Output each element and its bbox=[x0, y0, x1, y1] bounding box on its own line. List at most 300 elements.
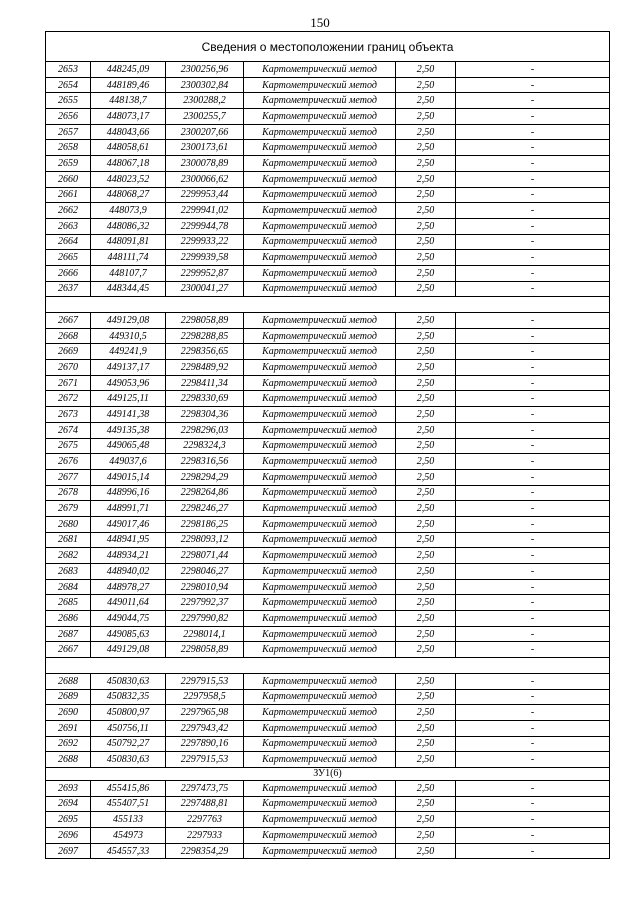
table-row bbox=[46, 611, 610, 627]
accuracy-cell: 2,50 bbox=[396, 454, 456, 470]
description-cell: - bbox=[456, 281, 610, 297]
accuracy-cell: 2,50 bbox=[396, 438, 456, 454]
accuracy-cell: 2,50 bbox=[396, 736, 456, 752]
table-row bbox=[46, 265, 610, 281]
y-coordinate-cell: 2300288,2 bbox=[166, 93, 244, 109]
point-number-cell: 2661 bbox=[46, 187, 91, 203]
determination-method-cell: Картометрический метод bbox=[244, 360, 396, 376]
determination-method-cell: Картометрический метод bbox=[244, 532, 396, 548]
point-number-cell: 2694 bbox=[46, 796, 91, 812]
description-cell: - bbox=[456, 438, 610, 454]
description-cell: - bbox=[456, 344, 610, 360]
accuracy-cell: 2,50 bbox=[396, 344, 456, 360]
point-number-cell: 2655 bbox=[46, 93, 91, 109]
table-row bbox=[46, 234, 610, 250]
accuracy-cell: 2,50 bbox=[396, 532, 456, 548]
description-cell: - bbox=[456, 548, 610, 564]
accuracy-cell: 2,50 bbox=[396, 391, 456, 407]
x-coordinate-cell: 450830,63 bbox=[91, 752, 166, 768]
accuracy-cell: 2,50 bbox=[396, 93, 456, 109]
determination-method-cell: Картометрический метод bbox=[244, 281, 396, 297]
point-number-cell: 2697 bbox=[46, 843, 91, 859]
y-coordinate-cell: 2300066,62 bbox=[166, 171, 244, 187]
point-number-cell: 2691 bbox=[46, 720, 91, 736]
determination-method-cell: Картометрический метод bbox=[244, 689, 396, 705]
boundary-points-table bbox=[45, 31, 610, 859]
x-coordinate-cell: 448934,21 bbox=[91, 548, 166, 564]
description-cell: - bbox=[456, 501, 610, 517]
x-coordinate-cell: 448940,02 bbox=[91, 564, 166, 580]
point-number-cell: 2688 bbox=[46, 673, 91, 689]
accuracy-cell: 2,50 bbox=[396, 187, 456, 203]
description-cell: - bbox=[456, 124, 610, 140]
x-coordinate-cell: 455407,51 bbox=[91, 796, 166, 812]
x-coordinate-cell: 448068,27 bbox=[91, 187, 166, 203]
accuracy-cell: 2,50 bbox=[396, 564, 456, 580]
accuracy-cell: 2,50 bbox=[396, 62, 456, 78]
determination-method-cell: Картометрический метод bbox=[244, 705, 396, 721]
point-number-cell: 2689 bbox=[46, 689, 91, 705]
accuracy-cell: 2,50 bbox=[396, 124, 456, 140]
y-coordinate-cell: 2298294,29 bbox=[166, 469, 244, 485]
table-row bbox=[46, 62, 610, 78]
x-coordinate-cell: 448058,61 bbox=[91, 140, 166, 156]
point-number-cell: 2671 bbox=[46, 375, 91, 391]
accuracy-cell: 2,50 bbox=[396, 595, 456, 611]
accuracy-cell: 2,50 bbox=[396, 579, 456, 595]
table-row bbox=[46, 812, 610, 828]
table-row bbox=[46, 485, 610, 501]
table-row bbox=[46, 93, 610, 109]
accuracy-cell: 2,50 bbox=[396, 843, 456, 859]
table-row bbox=[46, 689, 610, 705]
point-number-cell: 2683 bbox=[46, 564, 91, 580]
accuracy-cell: 2,50 bbox=[396, 218, 456, 234]
table-row bbox=[46, 187, 610, 203]
description-cell: - bbox=[456, 611, 610, 627]
y-coordinate-cell: 2300207,66 bbox=[166, 124, 244, 140]
y-coordinate-cell: 2300078,89 bbox=[166, 156, 244, 172]
description-cell: - bbox=[456, 234, 610, 250]
point-number-cell: 2670 bbox=[46, 360, 91, 376]
point-number-cell: 2656 bbox=[46, 109, 91, 125]
accuracy-cell: 2,50 bbox=[396, 140, 456, 156]
y-coordinate-cell: 2298058,89 bbox=[166, 642, 244, 658]
y-coordinate-cell: 2299952,87 bbox=[166, 265, 244, 281]
description-cell: - bbox=[456, 752, 610, 768]
y-coordinate-cell: 2297488,81 bbox=[166, 796, 244, 812]
separator-row bbox=[46, 658, 610, 674]
separator-row bbox=[46, 297, 610, 313]
table-row bbox=[46, 642, 610, 658]
accuracy-cell: 2,50 bbox=[396, 642, 456, 658]
table-row bbox=[46, 124, 610, 140]
y-coordinate-cell: 2298304,36 bbox=[166, 407, 244, 423]
table-row bbox=[46, 548, 610, 564]
accuracy-cell: 2,50 bbox=[396, 516, 456, 532]
y-coordinate-cell: 2298296,03 bbox=[166, 422, 244, 438]
y-coordinate-cell: 2298324,3 bbox=[166, 438, 244, 454]
table-row bbox=[46, 736, 610, 752]
determination-method-cell: Картометрический метод bbox=[244, 501, 396, 517]
determination-method-cell: Картометрический метод bbox=[244, 140, 396, 156]
description-cell: - bbox=[456, 595, 610, 611]
x-coordinate-cell: 449011,64 bbox=[91, 595, 166, 611]
x-coordinate-cell: 448091,81 bbox=[91, 234, 166, 250]
y-coordinate-cell: 2297915,53 bbox=[166, 752, 244, 768]
table-row bbox=[46, 720, 610, 736]
determination-method-cell: Картометрический метод bbox=[244, 548, 396, 564]
table-row bbox=[46, 313, 610, 329]
description-cell: - bbox=[456, 516, 610, 532]
accuracy-cell: 2,50 bbox=[396, 501, 456, 517]
determination-method-cell: Картометрический метод bbox=[244, 796, 396, 812]
point-number-cell: 2657 bbox=[46, 124, 91, 140]
table-row bbox=[46, 281, 610, 297]
table-row bbox=[46, 752, 610, 768]
description-cell: - bbox=[456, 360, 610, 376]
point-number-cell: 2692 bbox=[46, 736, 91, 752]
determination-method-cell: Картометрический метод bbox=[244, 422, 396, 438]
point-number-cell: 2653 bbox=[46, 62, 91, 78]
y-coordinate-cell: 2297763 bbox=[166, 812, 244, 828]
table-row bbox=[46, 77, 610, 93]
y-coordinate-cell: 2298288,85 bbox=[166, 328, 244, 344]
x-coordinate-cell: 448996,16 bbox=[91, 485, 166, 501]
point-number-cell: 2667 bbox=[46, 642, 91, 658]
accuracy-cell: 2,50 bbox=[396, 407, 456, 423]
determination-method-cell: Картометрический метод bbox=[244, 780, 396, 796]
x-coordinate-cell: 448073,17 bbox=[91, 109, 166, 125]
determination-method-cell: Картометрический метод bbox=[244, 344, 396, 360]
x-coordinate-cell: 448073,9 bbox=[91, 203, 166, 219]
x-coordinate-cell: 449137,17 bbox=[91, 360, 166, 376]
determination-method-cell: Картометрический метод bbox=[244, 564, 396, 580]
y-coordinate-cell: 2300255,7 bbox=[166, 109, 244, 125]
x-coordinate-cell: 449125,11 bbox=[91, 391, 166, 407]
x-coordinate-cell: 450800,97 bbox=[91, 705, 166, 721]
description-cell: - bbox=[456, 673, 610, 689]
determination-method-cell: Картометрический метод bbox=[244, 328, 396, 344]
accuracy-cell: 2,50 bbox=[396, 611, 456, 627]
x-coordinate-cell: 448991,71 bbox=[91, 501, 166, 517]
y-coordinate-cell: 2297933 bbox=[166, 828, 244, 844]
y-coordinate-cell: 2298356,65 bbox=[166, 344, 244, 360]
description-cell: - bbox=[456, 780, 610, 796]
y-coordinate-cell: 2297958,5 bbox=[166, 689, 244, 705]
point-number-cell: 2654 bbox=[46, 77, 91, 93]
y-coordinate-cell: 2299953,44 bbox=[166, 187, 244, 203]
description-cell: - bbox=[456, 705, 610, 721]
x-coordinate-cell: 448067,18 bbox=[91, 156, 166, 172]
y-coordinate-cell: 2300302,84 bbox=[166, 77, 244, 93]
table-row bbox=[46, 156, 610, 172]
determination-method-cell: Картометрический метод bbox=[244, 516, 396, 532]
point-number-cell: 2663 bbox=[46, 218, 91, 234]
y-coordinate-cell: 2298489,92 bbox=[166, 360, 244, 376]
description-cell: - bbox=[456, 203, 610, 219]
point-number-cell: 2678 bbox=[46, 485, 91, 501]
point-number-cell: 2687 bbox=[46, 626, 91, 642]
y-coordinate-cell: 2299944,78 bbox=[166, 218, 244, 234]
determination-method-cell: Картометрический метод bbox=[244, 626, 396, 642]
x-coordinate-cell: 449037,6 bbox=[91, 454, 166, 470]
table-row bbox=[46, 109, 610, 125]
y-coordinate-cell: 2300041,27 bbox=[166, 281, 244, 297]
table-row bbox=[46, 469, 610, 485]
determination-method-cell: Картометрический метод bbox=[244, 485, 396, 501]
accuracy-cell: 2,50 bbox=[396, 328, 456, 344]
determination-method-cell: Картометрический метод bbox=[244, 187, 396, 203]
table-row bbox=[46, 250, 610, 266]
y-coordinate-cell: 2299941,02 bbox=[166, 203, 244, 219]
determination-method-cell: Картометрический метод bbox=[244, 407, 396, 423]
accuracy-cell: 2,50 bbox=[396, 705, 456, 721]
point-number-cell: 2664 bbox=[46, 234, 91, 250]
description-cell: - bbox=[456, 812, 610, 828]
y-coordinate-cell: 2300173,61 bbox=[166, 140, 244, 156]
point-number-cell: 2688 bbox=[46, 752, 91, 768]
description-cell: - bbox=[456, 454, 610, 470]
accuracy-cell: 2,50 bbox=[396, 77, 456, 93]
accuracy-cell: 2,50 bbox=[396, 548, 456, 564]
table-row bbox=[46, 375, 610, 391]
table-title-row bbox=[46, 32, 610, 62]
determination-method-cell: Картометрический метод bbox=[244, 611, 396, 627]
point-number-cell: 2685 bbox=[46, 595, 91, 611]
point-number-cell: 2668 bbox=[46, 328, 91, 344]
point-number-cell: 2669 bbox=[46, 344, 91, 360]
y-coordinate-cell: 2297915,53 bbox=[166, 673, 244, 689]
x-coordinate-cell: 448138,7 bbox=[91, 93, 166, 109]
point-number-cell: 2679 bbox=[46, 501, 91, 517]
y-coordinate-cell: 2298354,29 bbox=[166, 843, 244, 859]
determination-method-cell: Картометрический метод bbox=[244, 109, 396, 125]
table-row bbox=[46, 843, 610, 859]
y-coordinate-cell: 2299933,22 bbox=[166, 234, 244, 250]
table-row bbox=[46, 626, 610, 642]
description-cell: - bbox=[456, 187, 610, 203]
description-cell: - bbox=[456, 140, 610, 156]
point-number-cell: 2666 bbox=[46, 265, 91, 281]
y-coordinate-cell: 2298264,86 bbox=[166, 485, 244, 501]
determination-method-cell: Картометрический метод bbox=[244, 265, 396, 281]
point-number-cell: 2693 bbox=[46, 780, 91, 796]
y-coordinate-cell: 2298071,44 bbox=[166, 548, 244, 564]
determination-method-cell: Картометрический метод bbox=[244, 642, 396, 658]
table-row bbox=[46, 828, 610, 844]
table-row bbox=[46, 438, 610, 454]
x-coordinate-cell: 448043,66 bbox=[91, 124, 166, 140]
determination-method-cell: Картометрический метод bbox=[244, 250, 396, 266]
description-cell: - bbox=[456, 469, 610, 485]
description-cell: - bbox=[456, 328, 610, 344]
accuracy-cell: 2,50 bbox=[396, 720, 456, 736]
accuracy-cell: 2,50 bbox=[396, 156, 456, 172]
table-row bbox=[46, 780, 610, 796]
determination-method-cell: Картометрический метод bbox=[244, 469, 396, 485]
accuracy-cell: 2,50 bbox=[396, 626, 456, 642]
determination-method-cell: Картометрический метод bbox=[244, 375, 396, 391]
accuracy-cell: 2,50 bbox=[396, 234, 456, 250]
description-cell: - bbox=[456, 407, 610, 423]
x-coordinate-cell: 449310,5 bbox=[91, 328, 166, 344]
x-coordinate-cell: 448111,74 bbox=[91, 250, 166, 266]
description-cell: - bbox=[456, 564, 610, 580]
description-cell: - bbox=[456, 265, 610, 281]
point-number-cell: 2659 bbox=[46, 156, 91, 172]
determination-method-cell: Картометрический метод bbox=[244, 843, 396, 859]
x-coordinate-cell: 449141,38 bbox=[91, 407, 166, 423]
description-cell: - bbox=[456, 375, 610, 391]
x-coordinate-cell: 448086,32 bbox=[91, 218, 166, 234]
x-coordinate-cell: 455415,86 bbox=[91, 780, 166, 796]
table-row bbox=[46, 454, 610, 470]
y-coordinate-cell: 2297992,37 bbox=[166, 595, 244, 611]
table-title: Сведения о местоположении границ объекта bbox=[46, 32, 610, 62]
description-cell: - bbox=[456, 62, 610, 78]
accuracy-cell: 2,50 bbox=[396, 313, 456, 329]
point-number-cell: 2674 bbox=[46, 422, 91, 438]
determination-method-cell: Картометрический метод bbox=[244, 62, 396, 78]
accuracy-cell: 2,50 bbox=[396, 265, 456, 281]
description-cell: - bbox=[456, 532, 610, 548]
table-row bbox=[46, 532, 610, 548]
separator-cell bbox=[46, 297, 610, 313]
determination-method-cell: Картометрический метод bbox=[244, 124, 396, 140]
point-number-cell: 2675 bbox=[46, 438, 91, 454]
y-coordinate-cell: 2298093,12 bbox=[166, 532, 244, 548]
determination-method-cell: Картометрический метод bbox=[244, 736, 396, 752]
table-row bbox=[46, 796, 610, 812]
point-number-cell: 2658 bbox=[46, 140, 91, 156]
accuracy-cell: 2,50 bbox=[396, 203, 456, 219]
x-coordinate-cell: 449135,38 bbox=[91, 422, 166, 438]
accuracy-cell: 2,50 bbox=[396, 375, 456, 391]
point-number-cell: 2681 bbox=[46, 532, 91, 548]
determination-method-cell: Картометрический метод bbox=[244, 828, 396, 844]
point-number-cell: 2673 bbox=[46, 407, 91, 423]
accuracy-cell: 2,50 bbox=[396, 171, 456, 187]
description-cell: - bbox=[456, 736, 610, 752]
x-coordinate-cell: 448245,09 bbox=[91, 62, 166, 78]
point-number-cell: 2682 bbox=[46, 548, 91, 564]
x-coordinate-cell: 455133 bbox=[91, 812, 166, 828]
point-number-cell: 2680 bbox=[46, 516, 91, 532]
determination-method-cell: Картометрический метод bbox=[244, 812, 396, 828]
determination-method-cell: Картометрический метод bbox=[244, 203, 396, 219]
determination-method-cell: Картометрический метод bbox=[244, 234, 396, 250]
table-row bbox=[46, 218, 610, 234]
description-cell: - bbox=[456, 843, 610, 859]
table-row bbox=[46, 391, 610, 407]
x-coordinate-cell: 449044,75 bbox=[91, 611, 166, 627]
point-number-cell: 2662 bbox=[46, 203, 91, 219]
accuracy-cell: 2,50 bbox=[396, 780, 456, 796]
description-cell: - bbox=[456, 485, 610, 501]
description-cell: - bbox=[456, 391, 610, 407]
accuracy-cell: 2,50 bbox=[396, 422, 456, 438]
accuracy-cell: 2,50 bbox=[396, 360, 456, 376]
y-coordinate-cell: 2298246,27 bbox=[166, 501, 244, 517]
x-coordinate-cell: 448107,7 bbox=[91, 265, 166, 281]
x-coordinate-cell: 454557,33 bbox=[91, 843, 166, 859]
table-row bbox=[46, 501, 610, 517]
x-coordinate-cell: 449015,14 bbox=[91, 469, 166, 485]
description-cell: - bbox=[456, 422, 610, 438]
determination-method-cell: Картометрический метод bbox=[244, 93, 396, 109]
description-cell: - bbox=[456, 250, 610, 266]
determination-method-cell: Картометрический метод bbox=[244, 438, 396, 454]
page-number: 150 bbox=[310, 15, 330, 30]
determination-method-cell: Картометрический метод bbox=[244, 752, 396, 768]
x-coordinate-cell: 449053,96 bbox=[91, 375, 166, 391]
accuracy-cell: 2,50 bbox=[396, 250, 456, 266]
accuracy-cell: 2,50 bbox=[396, 689, 456, 705]
x-coordinate-cell: 449065,48 bbox=[91, 438, 166, 454]
point-number-cell: 2667 bbox=[46, 313, 91, 329]
table-row bbox=[46, 422, 610, 438]
x-coordinate-cell: 450756,11 bbox=[91, 720, 166, 736]
y-coordinate-cell: 2298186,25 bbox=[166, 516, 244, 532]
accuracy-cell: 2,50 bbox=[396, 828, 456, 844]
accuracy-cell: 2,50 bbox=[396, 796, 456, 812]
description-cell: - bbox=[456, 828, 610, 844]
y-coordinate-cell: 2297965,98 bbox=[166, 705, 244, 721]
y-coordinate-cell: 2298330,69 bbox=[166, 391, 244, 407]
separator-cell bbox=[46, 658, 610, 674]
determination-method-cell: Картометрический метод bbox=[244, 391, 396, 407]
table-row bbox=[46, 171, 610, 187]
y-coordinate-cell: 2298058,89 bbox=[166, 313, 244, 329]
table-row bbox=[46, 705, 610, 721]
x-coordinate-cell: 454973 bbox=[91, 828, 166, 844]
table-row bbox=[46, 673, 610, 689]
x-coordinate-cell: 450792,27 bbox=[91, 736, 166, 752]
x-coordinate-cell: 448023,52 bbox=[91, 171, 166, 187]
table-row bbox=[46, 516, 610, 532]
x-coordinate-cell: 448189,46 bbox=[91, 77, 166, 93]
table-row bbox=[46, 595, 610, 611]
point-number-cell: 2660 bbox=[46, 171, 91, 187]
point-number-cell: 2676 bbox=[46, 454, 91, 470]
description-cell: - bbox=[456, 156, 610, 172]
description-cell: - bbox=[456, 642, 610, 658]
y-coordinate-cell: 2300256,96 bbox=[166, 62, 244, 78]
determination-method-cell: Картометрический метод bbox=[244, 720, 396, 736]
y-coordinate-cell: 2298046,27 bbox=[166, 564, 244, 580]
determination-method-cell: Картометрический метод bbox=[244, 156, 396, 172]
x-coordinate-cell: 449241,9 bbox=[91, 344, 166, 360]
point-number-cell: 2637 bbox=[46, 281, 91, 297]
determination-method-cell: Картометрический метод bbox=[244, 171, 396, 187]
y-coordinate-cell: 2298411,34 bbox=[166, 375, 244, 391]
point-number-cell: 2695 bbox=[46, 812, 91, 828]
determination-method-cell: Картометрический метод bbox=[244, 595, 396, 611]
determination-method-cell: Картометрический метод bbox=[244, 218, 396, 234]
point-number-cell: 2672 bbox=[46, 391, 91, 407]
determination-method-cell: Картометрический метод bbox=[244, 454, 396, 470]
description-cell: - bbox=[456, 93, 610, 109]
description-cell: - bbox=[456, 689, 610, 705]
point-number-cell: 2665 bbox=[46, 250, 91, 266]
determination-method-cell: Картометрический метод bbox=[244, 313, 396, 329]
accuracy-cell: 2,50 bbox=[396, 673, 456, 689]
y-coordinate-cell: 2298010,94 bbox=[166, 579, 244, 595]
description-cell: - bbox=[456, 77, 610, 93]
x-coordinate-cell: 450830,63 bbox=[91, 673, 166, 689]
determination-method-cell: Картометрический метод bbox=[244, 673, 396, 689]
